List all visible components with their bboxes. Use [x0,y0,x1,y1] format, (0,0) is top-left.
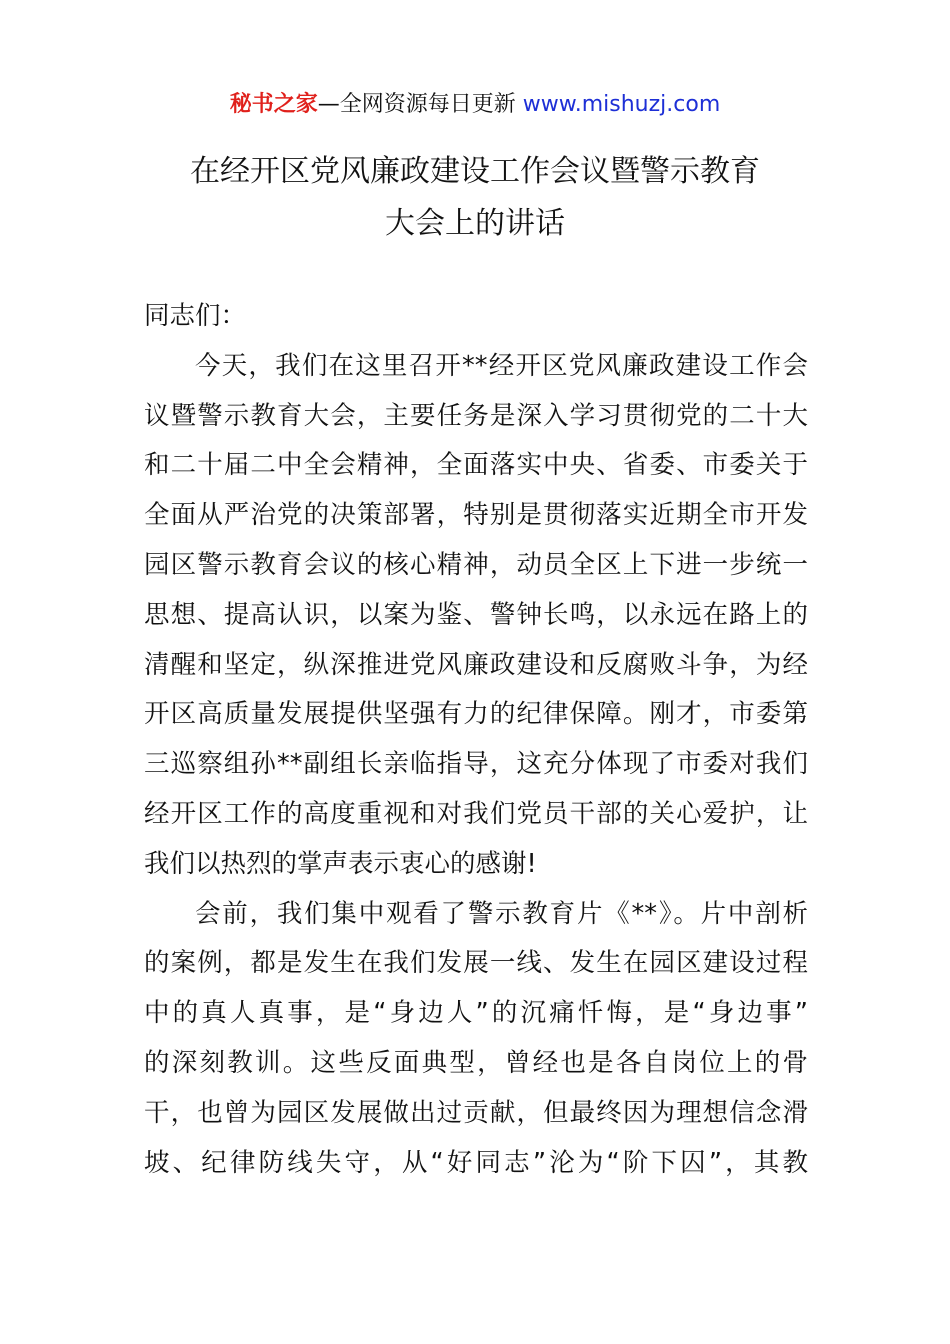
paragraph-line: 干，也曾为园区发展做出过贡献，但最终因为理想信念滑 [144,1097,808,1128]
paragraph-line: 中的真人真事，是“身边人”的沉痛忏悔，是“身边事” [144,998,808,1029]
paragraph-line: 经开区工作的高度重视和对我们党员干部的关心爱护，让 [144,798,808,829]
paragraph-line: 全面从严治党的决策部署，特别是贯彻落实近期全市开发 [144,500,808,531]
paragraph-2 [144,890,808,1189]
paragraph-line: 议暨警示教育大会，主要任务是深入学习贯彻党的二十大 [144,400,808,431]
paragraph-line: 三巡察组孙**副组长亲临指导，这充分体现了市委对我们 [144,749,808,780]
paragraph-line: 清醒和坚定，纵深推进党风廉政建设和反腐败斗争，为经 [144,649,808,680]
paragraph-line: 会前，我们集中观看了警示教育片《**》。片中剖析 [195,898,808,929]
title-line-2: 大会上的讲话 [385,206,565,241]
greeting: 同志们： [144,301,247,331]
site-url-link[interactable]: www.mishuzj.com [522,92,721,117]
header-tagline: —全网资源每日更新 [317,92,523,117]
paragraph-line: 的案例，都是发生在我们发展一线、发生在园区建设过程 [144,948,808,979]
paragraph-1 [144,342,808,890]
brand-name: 秘书之家 [229,92,318,117]
paragraph-line: 的深刻教训。这些反面典型，曾经也是各自岗位上的骨 [144,1047,808,1078]
paragraph-line: 我们以热烈的掌声表示衷心的感谢! [144,848,537,879]
paragraph-line: 和二十届二中全会精神，全面落实中央、省委、市委关于 [144,450,808,481]
paragraph-line: 思想、提高认识，以案为鉴、警钟长鸣，以永远在路上的 [144,599,808,630]
document-title [0,146,950,250]
paragraph-line: 坡、纪律防线失守，从“好同志”沦为“阶下囚”，其教 [144,1147,808,1178]
paragraph-line: 今天，我们在这里召开**经开区党风廉政建设工作会 [195,350,808,381]
paragraph-line: 开区高质量发展提供坚强有力的纪律保障。刚才，市委第 [144,699,808,730]
title-line-1: 在经开区党风廉政建设工作会议暨警示教育 [190,154,760,189]
site-header [0,88,950,122]
paragraph-line: 园区警示教育会议的核心精神，动员全区上下进一步统一 [144,549,808,580]
document-body [144,292,808,1188]
